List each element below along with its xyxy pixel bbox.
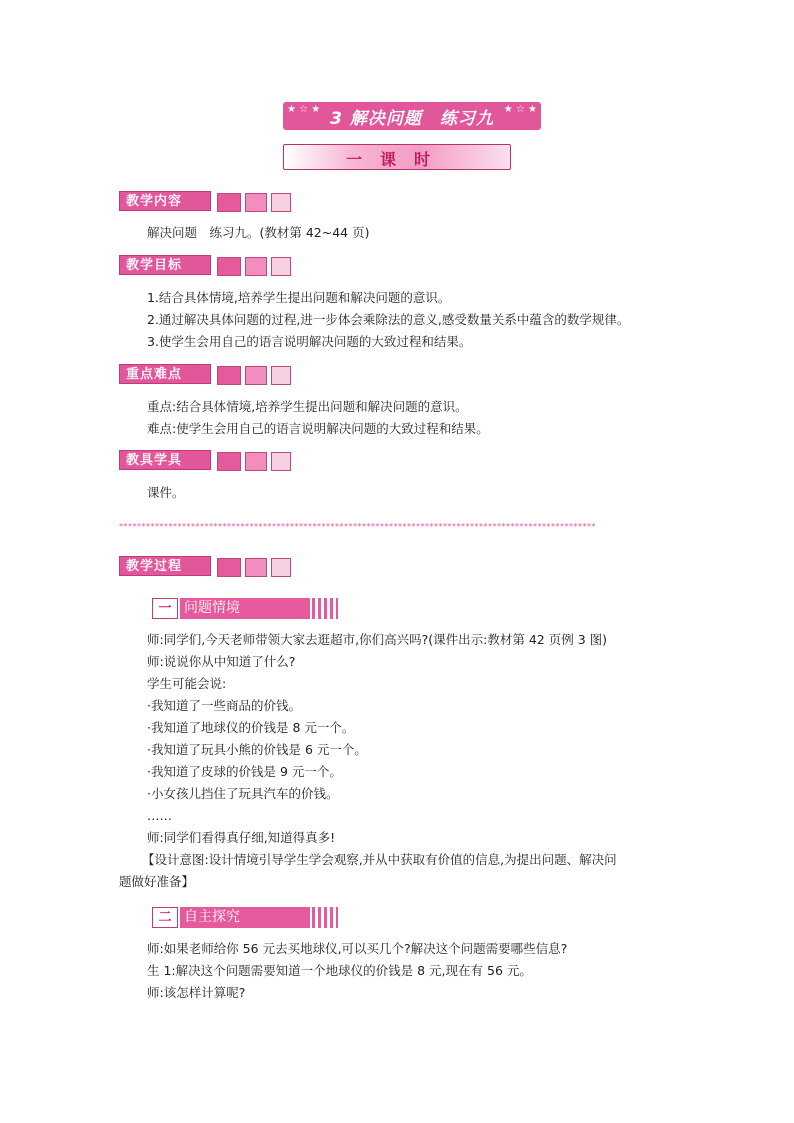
paragraph: 生 1:解决这个问题需要知道一个地球仪的价钱是 8 元,现在有 56 元。: [147, 963, 532, 978]
deco-square: [217, 193, 241, 212]
section-label: 教学过程: [119, 556, 211, 576]
goal-item: 2.通过解决具体问题的过程,进一步体会乘除法的意义,感受数量关系中蕴含的数学规律。: [147, 312, 630, 327]
banner-stars-left: ★ ☆ ★: [287, 104, 321, 115]
paragraph: 师:同学们看得真仔细,知道得真多!: [147, 830, 336, 845]
goal-item: 3.使学生会用自己的语言说明解决问题的大致过程和结果。: [147, 334, 472, 349]
section-label: 重点难点: [119, 364, 211, 384]
deco-stripes: [312, 598, 338, 619]
deco-square: [271, 558, 291, 577]
title-banner: [283, 102, 541, 130]
deco-square: [245, 193, 267, 212]
deco-square: [245, 452, 267, 471]
content-text: 解决问题 练习九。(教材第 42~44 页): [147, 225, 370, 240]
deco-square: [245, 257, 267, 276]
paragraph: 师:说说你从中知道了什么?: [147, 654, 296, 669]
subsection-title: 问题情境: [180, 598, 310, 619]
deco-square: [217, 257, 241, 276]
keypoint-item: 重点:结合具体情境,培养学生提出问题和解决问题的意识。: [147, 399, 468, 414]
paragraph: 师:该怎样计算呢?: [147, 985, 246, 1000]
section-label: 教学目标: [119, 255, 211, 275]
tools-text: 课件。: [147, 485, 185, 500]
subsection-header-2: [152, 907, 338, 928]
subsection-number: 二: [152, 907, 178, 928]
subsection-number: 一: [152, 598, 178, 619]
deco-square: [217, 366, 241, 385]
star-divider: **********************************************************************************************************: [119, 522, 596, 531]
goal-item: 1.结合具体情境,培养学生提出问题和解决问题的意识。: [147, 290, 451, 305]
deco-square: [271, 193, 291, 212]
paragraph: ……: [147, 808, 172, 823]
deco-square: [271, 257, 291, 276]
section-label: 教具学具: [119, 450, 211, 470]
lesson-bar: [283, 144, 511, 170]
paragraph: ·我知道了皮球的价钱是 9 元一个。: [147, 764, 342, 779]
paragraph: 师:如果老师给你 56 元去买地球仪,可以买几个?解决这个问题需要哪些信息?: [147, 941, 568, 956]
deco-square: [217, 558, 241, 577]
deco-stripes: [312, 907, 338, 928]
deco-square: [271, 366, 291, 385]
keypoint-item: 难点:使学生会用自己的语言说明解决问题的大致过程和结果。: [147, 421, 489, 436]
paragraph: ·我知道了玩具小熊的价钱是 6 元一个。: [147, 742, 367, 757]
design-intent-cont: 题做好准备】: [119, 874, 195, 889]
subsection-title: 自主探究: [180, 907, 310, 928]
banner-stars-right: ★ ☆ ★: [503, 104, 537, 115]
design-intent: 【设计意图:设计情境引导学生学会观察,并从中获取有价值的信息,为提出问题、解决问: [142, 852, 617, 867]
deco-square: [245, 558, 267, 577]
paragraph: ·我知道了地球仪的价钱是 8 元一个。: [147, 720, 355, 735]
paragraph: ·我知道了一些商品的价钱。: [147, 698, 301, 713]
subsection-header-1: [152, 598, 338, 619]
paragraph: ·小女孩儿挡住了玩具汽车的价钱。: [147, 786, 339, 801]
paragraph: 师:同学们,今天老师带领大家去逛超市,你们高兴吗?(课件出示:教材第 42 页例 3 图): [147, 632, 608, 647]
deco-square: [271, 452, 291, 471]
section-label: 教学内容: [119, 191, 211, 211]
deco-square: [217, 452, 241, 471]
lesson-label: 一课时: [345, 150, 448, 169]
deco-square: [245, 366, 267, 385]
page-title: 3 解决问题 练习九: [330, 109, 494, 129]
paragraph: 学生可能会说:: [147, 676, 227, 691]
